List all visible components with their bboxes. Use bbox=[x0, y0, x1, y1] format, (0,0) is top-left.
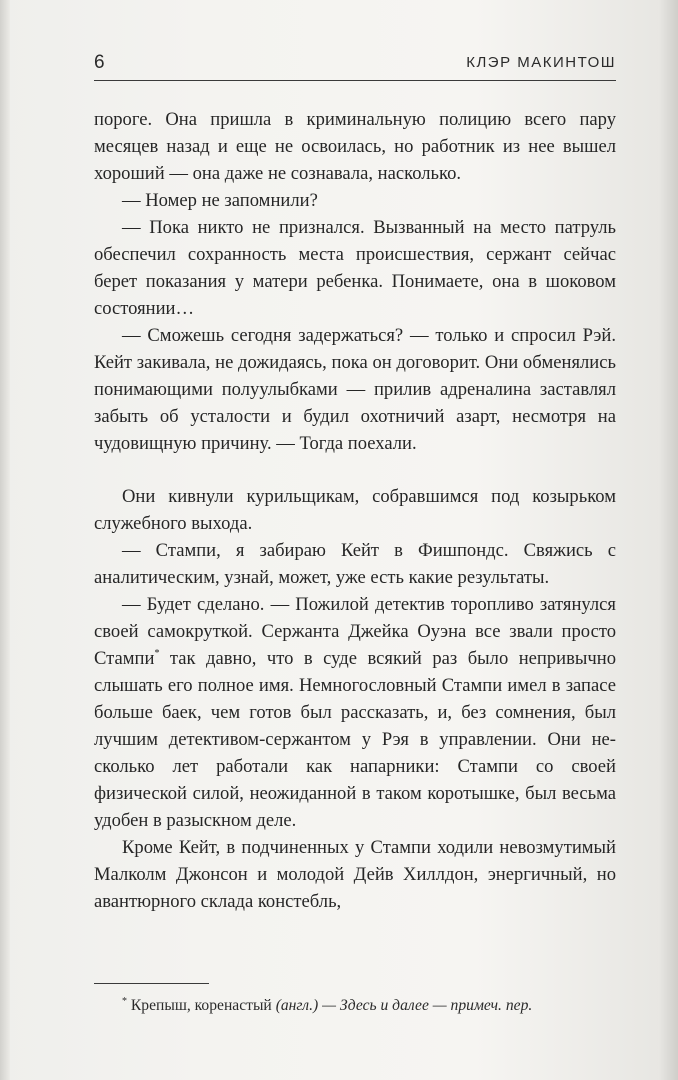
paragraph: — Пока никто не признался. Вызванный на место патруль обеспечил сохранность места происшествия, сержант сейчас берет показания у матери ребенка. Понимаете, она в шоковом состоянии… bbox=[94, 217, 616, 319]
header-rule bbox=[94, 80, 616, 81]
paragraph: пороге. Она пришла в криминальную полицию всего пару месяцев назад и еще не освоилась, но работник из нее вышел хороший — она даже не сознавала, насколько. bbox=[94, 109, 616, 184]
page-left-edge bbox=[0, 0, 10, 1080]
paragraph: — Номер не запомнили? bbox=[122, 190, 318, 211]
footnote-rule bbox=[94, 983, 209, 984]
running-title: КЛЭР МАКИНТОШ bbox=[466, 54, 616, 71]
paragraph-text: так давно, что в суде всякий раз было непривычно слышать его полное имя. Немногословный Стампи имел в запасе больше баек, чем готов был рассказать, и, без сомнения, был лучшим детективом-сержантом у Рэя в управлении. Они несколько лет работали как напарники: Стампи со своей физической силой, неожиданной в таком коротышке, был весьма удобен в разыскном деле. bbox=[94, 648, 616, 831]
footnote-text: Крепыш, коренастый bbox=[130, 997, 276, 1014]
paragraph: — Сможешь сегодня задержаться? — только и спросил Рэй. Кейт закивала, не дожидаясь, пока он договорит. Они обменялись понимающими полуулыбками — прилив адреналина заставлял забыть об усталости и будил охотничий азарт, несмотря на чудовищную причину. — Тогда поехали. bbox=[94, 325, 616, 454]
paragraph: Они кивнули курильщикам, собравшимся под козырьком служебного выхода. bbox=[94, 486, 616, 534]
footnote-reference: * bbox=[154, 648, 160, 659]
running-header bbox=[94, 48, 616, 78]
footnote bbox=[94, 992, 616, 1016]
paragraph: — Стампи, я забираю Кейт в Фишпондс. Свяжись с аналитическим, узнай, может, уже есть какие результаты. bbox=[94, 540, 616, 588]
paragraph: Кроме Кейт, в подчиненных у Стампи ходили невозмутимый Малколм Джонсон и молодой Дейв Хиллдон, энергичный, но авантюрного склада констебль, bbox=[94, 837, 616, 912]
page-right-edge bbox=[658, 0, 678, 1080]
paragraph bbox=[94, 591, 616, 834]
body-text bbox=[94, 106, 616, 915]
footnote-mark: * bbox=[122, 996, 127, 1007]
page-number: 6 bbox=[94, 52, 105, 73]
footnote-italic-text: (англ.) — Здесь и далее — примеч. пер. bbox=[275, 997, 533, 1014]
paragraph-text: — Будет сделано. — Пожилой детектив торопливо затянулся своей самокруткой. Сержанта Джейка Оуэна все звали просто Стампи bbox=[94, 594, 616, 669]
